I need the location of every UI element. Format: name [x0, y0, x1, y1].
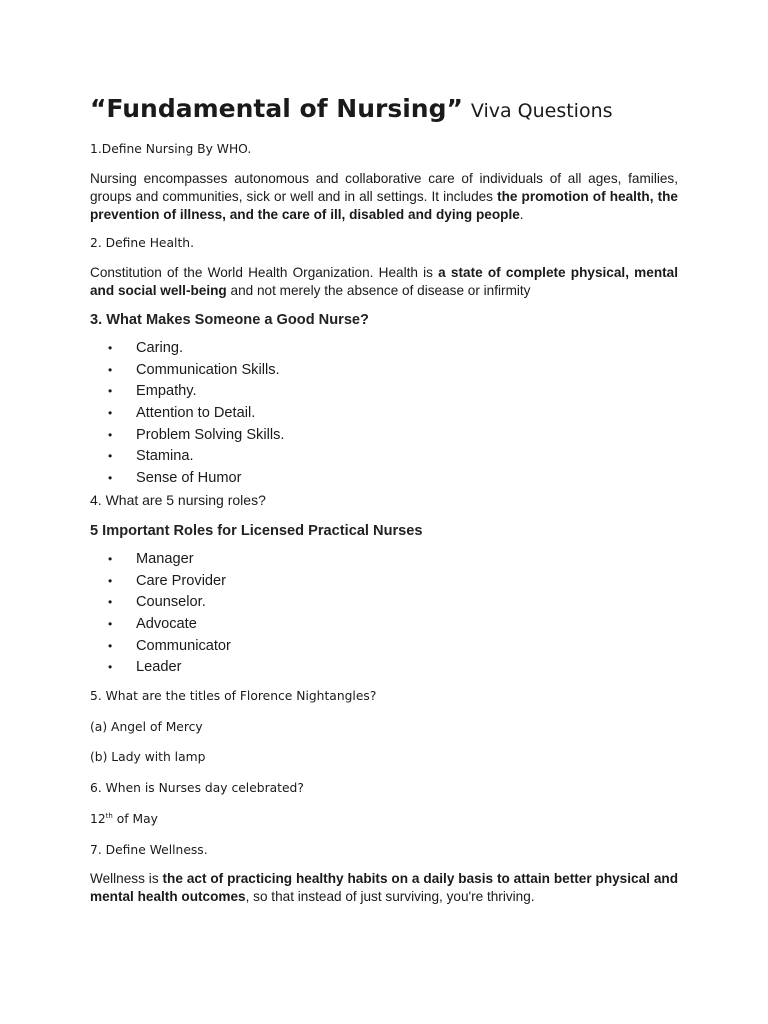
document-title	[90, 94, 613, 123]
title-bold: “Fundamental of Nursing”	[90, 94, 463, 123]
bullet-icon: •	[108, 406, 113, 421]
question-6: 6. When is Nurses day celebrated?	[90, 781, 304, 795]
answer-1-bold: the promotion of health, the prevention of illness, and the care of ill, disabled and dying people	[90, 189, 678, 222]
bullet-icon: •	[108, 617, 113, 632]
bullet-icon: •	[108, 552, 113, 566]
question-2: 2. Define Health.	[90, 236, 194, 250]
answer-1-text: Nursing encompasses autonomous and collaborative care of individuals of all ages, families, groups and communities, sick or well and in all settings. It includes	[90, 171, 678, 204]
bullet-icon: •	[108, 362, 113, 377]
bullet-icon: •	[108, 427, 113, 442]
answer-2-text: Constitution of the World Health Organization. Health is	[90, 265, 439, 280]
list-item: • Attention to Detail.	[108, 403, 284, 425]
question-4: 4. What are 5 nursing roles?	[90, 492, 266, 508]
bullet-icon: •	[108, 449, 113, 464]
nursing-roles-list	[108, 549, 231, 679]
answer-2-end: and not merely the absence of disease or infirmity	[226, 283, 531, 298]
list-item: • Leader	[108, 657, 231, 679]
answer-6	[90, 812, 158, 826]
bullet-icon: •	[108, 573, 113, 588]
answer-7	[90, 870, 678, 906]
list-item: • Care Provider	[108, 571, 231, 593]
answer-2-bold: a state of complete physical, mental and social well-being	[90, 265, 678, 298]
list-item: • Sense of Humor	[108, 468, 284, 490]
answer-7-end: , so that instead of just surviving, you're thriving.	[245, 889, 535, 904]
bullet-icon: •	[108, 660, 113, 675]
question-7: 7. Define Wellness.	[90, 843, 208, 857]
answer-6-month: of May	[112, 812, 158, 827]
bullet-icon: •	[108, 471, 113, 486]
list-item: • Counselor.	[108, 592, 231, 614]
list-item: • Empathy.	[108, 381, 284, 403]
list-item: • Communicator	[108, 636, 231, 658]
answer-5a: (a) Angel of Mercy	[90, 720, 203, 734]
question-5: 5. What are the titles of Florence Nightangles?	[90, 689, 377, 703]
bullet-icon: •	[108, 595, 113, 610]
list-item: • Advocate	[108, 614, 231, 636]
roles-heading: 5 Important Roles for Licensed Practical Nurses	[90, 523, 423, 539]
question-1: 1.Define Nursing By WHO.	[90, 142, 252, 156]
answer-6-suffix: th	[105, 812, 113, 820]
bullet-icon: •	[108, 384, 113, 399]
bullet-icon: •	[108, 341, 113, 355]
answer-5b: (b) Lady with lamp	[90, 750, 206, 764]
list-item: • Communication Skills.	[108, 360, 284, 382]
answer-7-bold: the act of practicing healthy habits on a daily basis to attain better physical and mental health outcomes	[90, 871, 678, 904]
answer-1-end: .	[519, 207, 524, 222]
list-item: • Stamina.	[108, 446, 284, 468]
good-nurse-list	[108, 338, 284, 490]
bullet-icon: •	[108, 638, 113, 653]
answer-1	[90, 170, 678, 224]
list-item: • Manager	[108, 549, 231, 571]
list-item: • Problem Solving Skills.	[108, 425, 284, 447]
answer-2	[90, 264, 678, 300]
list-item: • Caring.	[108, 338, 284, 360]
title-rest: Viva Questions	[470, 100, 613, 122]
answer-6-day: 12	[90, 812, 106, 827]
answer-7-text: Wellness is	[90, 871, 163, 886]
question-3-heading: 3. What Makes Someone a Good Nurse?	[90, 312, 369, 328]
